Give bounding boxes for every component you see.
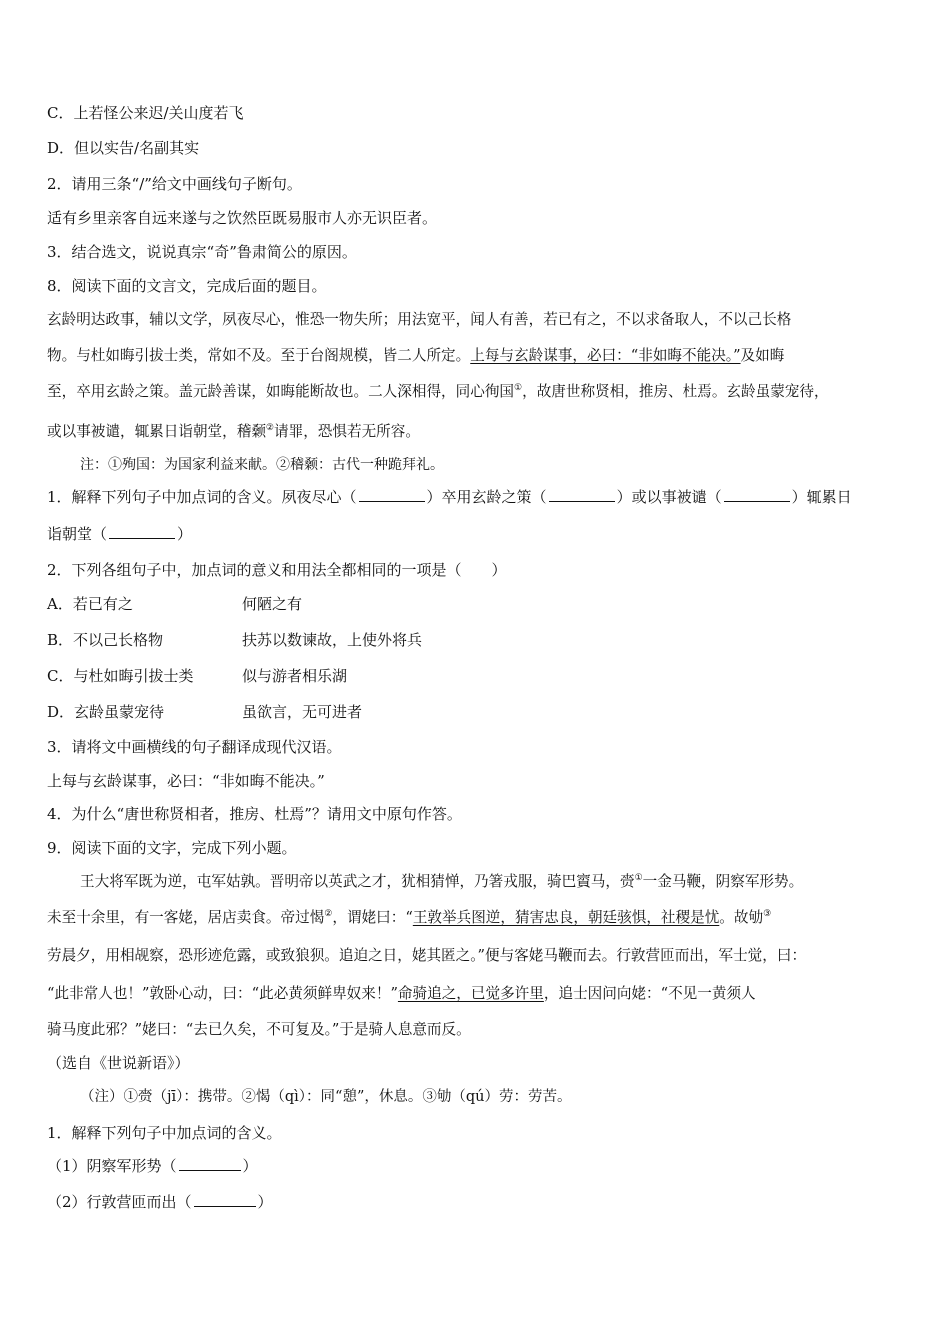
q9-passage-line-4 — [47, 984, 756, 1004]
q8-q1-line-2 — [47, 524, 192, 544]
q9-passage-text: ，追士因问向姥：“不见一黄须人 — [543, 985, 756, 1002]
q9-note: （注）①赍（jī）：携带。②愒（qì）：同“憩”，休息。③劬（qú）劳：劳苦。 — [80, 1089, 572, 1105]
q9-passage-text: 。故劬 — [719, 909, 764, 926]
q8-option-b-right: 扶苏以数谏故，上使外将兵 — [242, 631, 423, 649]
q7-q3-prompt: 3．结合选文，说说真宗“奇”鲁肃简公的原因。 — [47, 243, 357, 261]
q9-source: （选自《世说新语》） — [47, 1054, 190, 1072]
q8-q1-line-1 — [47, 487, 852, 507]
q9-q1-item-1 — [47, 1156, 258, 1176]
q9-q1-text: （1）阴察军形势（ — [47, 1157, 177, 1175]
q9-passage-line-5: 骑马度此邪？”姥曰：“去已久矣，不可复及。”于是骑人息意而反。 — [47, 1021, 471, 1038]
q9-passage-line-3: 劳晨夕，用相觇察，恐形迹危露，或致狼狈。追迫之日，姥其匿之。”便与客姥马鞭而去。行敦营匝而出，军士觉，曰： — [47, 947, 807, 964]
q8-option-c-left: C．与杜如晦引拔士类 — [47, 667, 194, 685]
q9-q1-text: ） — [242, 1157, 258, 1175]
q9-passage-line-2 — [47, 908, 771, 928]
q8-passage-line-2 — [47, 346, 784, 366]
q9-q1-text: （2）行敦营匝而出（ — [47, 1193, 192, 1211]
answer-blank[interactable] — [359, 487, 425, 502]
q9-passage-line-1 — [80, 872, 803, 892]
q9-passage-text: “此非常人也！”敦卧心动，曰：“此必黄须鲜卑奴来！” — [47, 985, 398, 1002]
q8-passage-text: 至，卒用玄龄之策。盖元龄善谋，如晦能断故也。二人深相得，同心徇国 — [47, 383, 515, 400]
answer-blank[interactable] — [549, 487, 615, 502]
q8-option-a-right: 何陋之有 — [242, 595, 303, 613]
answer-blank[interactable] — [194, 1192, 256, 1207]
q9-passage-text: 一金马鞭，阴察军形势。 — [642, 873, 804, 890]
q8-q1-text: ）或以事被谴（ — [616, 488, 722, 506]
q8-passage-text: 或以事被谴，辄累日诣朝堂，稽颡 — [47, 423, 266, 440]
q9-q1-item-2 — [47, 1192, 273, 1212]
q8-q2-prompt: 2．下列各组句子中，加点词的意义和用法全都相同的一项是（ ） — [47, 561, 507, 579]
q9-underlined-sentence: 王敦举兵图逆，猜害忠良，朝廷骇惧，社稷是忧 — [412, 909, 720, 926]
answer-blank[interactable] — [179, 1156, 241, 1171]
answer-blank[interactable] — [724, 487, 790, 502]
q8-passage-line-1: 玄龄明达政事，辅以文学，夙夜尽心，惟恐一物失所；用法宽平，闻人有善，若已有之，不以求备取人，不以己长格 — [47, 311, 792, 328]
q8-passage-text: 及如晦 — [740, 347, 785, 364]
q9-q1-text: ） — [257, 1193, 273, 1211]
q9-passage-text: ，谓姥曰：“ — [332, 909, 413, 926]
footnote-marker: ① — [514, 383, 523, 394]
answer-blank[interactable] — [109, 524, 175, 539]
q8-passage-text: ，故唐世称贤相，推房、杜焉。玄龄虽蒙宠待， — [522, 383, 829, 400]
q8-q1-text: 1．解释下列句子中加点词的含义。夙夜尽心（ — [47, 488, 357, 506]
q8-q1-text: ） — [177, 525, 193, 543]
q8-option-c-right: 似与游者相乐湖 — [242, 667, 348, 685]
footnote-marker: ② — [265, 423, 274, 434]
q8-passage-text: 物。与杜如晦引拔士类，常如不及。至于台阁规模，皆二人所定。 — [47, 347, 471, 364]
q8-q4-prompt: 4．为什么“唐世称贤相者，推房、杜焉”？请用文中原句作答。 — [47, 805, 462, 823]
q9-passage-text: 王大将军既为逆，屯军姑孰。晋明帝以英武之才，犹相猜惮，乃箸戎服，骑巴賨马，赍 — [80, 873, 635, 890]
q7-q2-sentence: 适有乡里亲客自远来遂与之饮然臣既易服市人亦无识臣者。 — [47, 209, 438, 227]
footnote-marker: ③ — [763, 909, 772, 920]
q7-q2-prompt: 2．请用三条“/”给文中画线句子断句。 — [47, 175, 302, 193]
q8-passage-text: 请罪，恐惧若无所容。 — [274, 423, 420, 440]
q8-q3-sentence: 上每与玄龄谋事，必曰：“非如晦不能决。” — [47, 772, 325, 790]
q8-q1-text: 诣朝堂（ — [47, 525, 108, 543]
q8-q1-text: ）卒用玄龄之策（ — [426, 488, 547, 506]
q7-option-d: D．但以实告/名副其实 — [47, 139, 200, 157]
footnote-marker: ① — [634, 873, 643, 884]
q8-q3-prompt: 3．请将文中画横线的句子翻译成现代汉语。 — [47, 738, 342, 756]
q8-underlined-sentence: 上每与玄龄谋事，必曰：“非如晦不能决。” — [470, 347, 741, 364]
footnote-marker: ② — [324, 909, 333, 920]
q8-option-a-left: A．若已有之 — [47, 595, 133, 613]
q9-passage-text: 未至十余里，有一客姥，居店卖食。帝过愒 — [47, 909, 325, 926]
q8-passage-line-4 — [47, 422, 420, 442]
q8-option-b-left: B．不以己长格物 — [47, 631, 164, 649]
q9-q1-prompt: 1．解释下列句子中加点词的含义。 — [47, 1124, 282, 1142]
q9-heading: 9．阅读下面的文字，完成下列小题。 — [47, 839, 297, 857]
q8-passage-line-3 — [47, 382, 829, 402]
q8-heading: 8．阅读下面的文言文，完成后面的题目。 — [47, 277, 327, 295]
q8-q1-text: ）辄累日 — [791, 488, 852, 506]
q9-underlined-sentence: 命骑追之，已觉多许里 — [397, 985, 544, 1002]
q7-option-c: C．上若怪公来迟/关山度若飞 — [47, 104, 244, 122]
q8-note: 注：①殉国：为国家利益来献。②稽颡：古代一种跪拜礼。 — [80, 457, 444, 473]
q8-option-d-right: 虽欲言，无可进者 — [242, 703, 363, 721]
q8-option-d-left: D．玄龄虽蒙宠待 — [47, 703, 165, 721]
